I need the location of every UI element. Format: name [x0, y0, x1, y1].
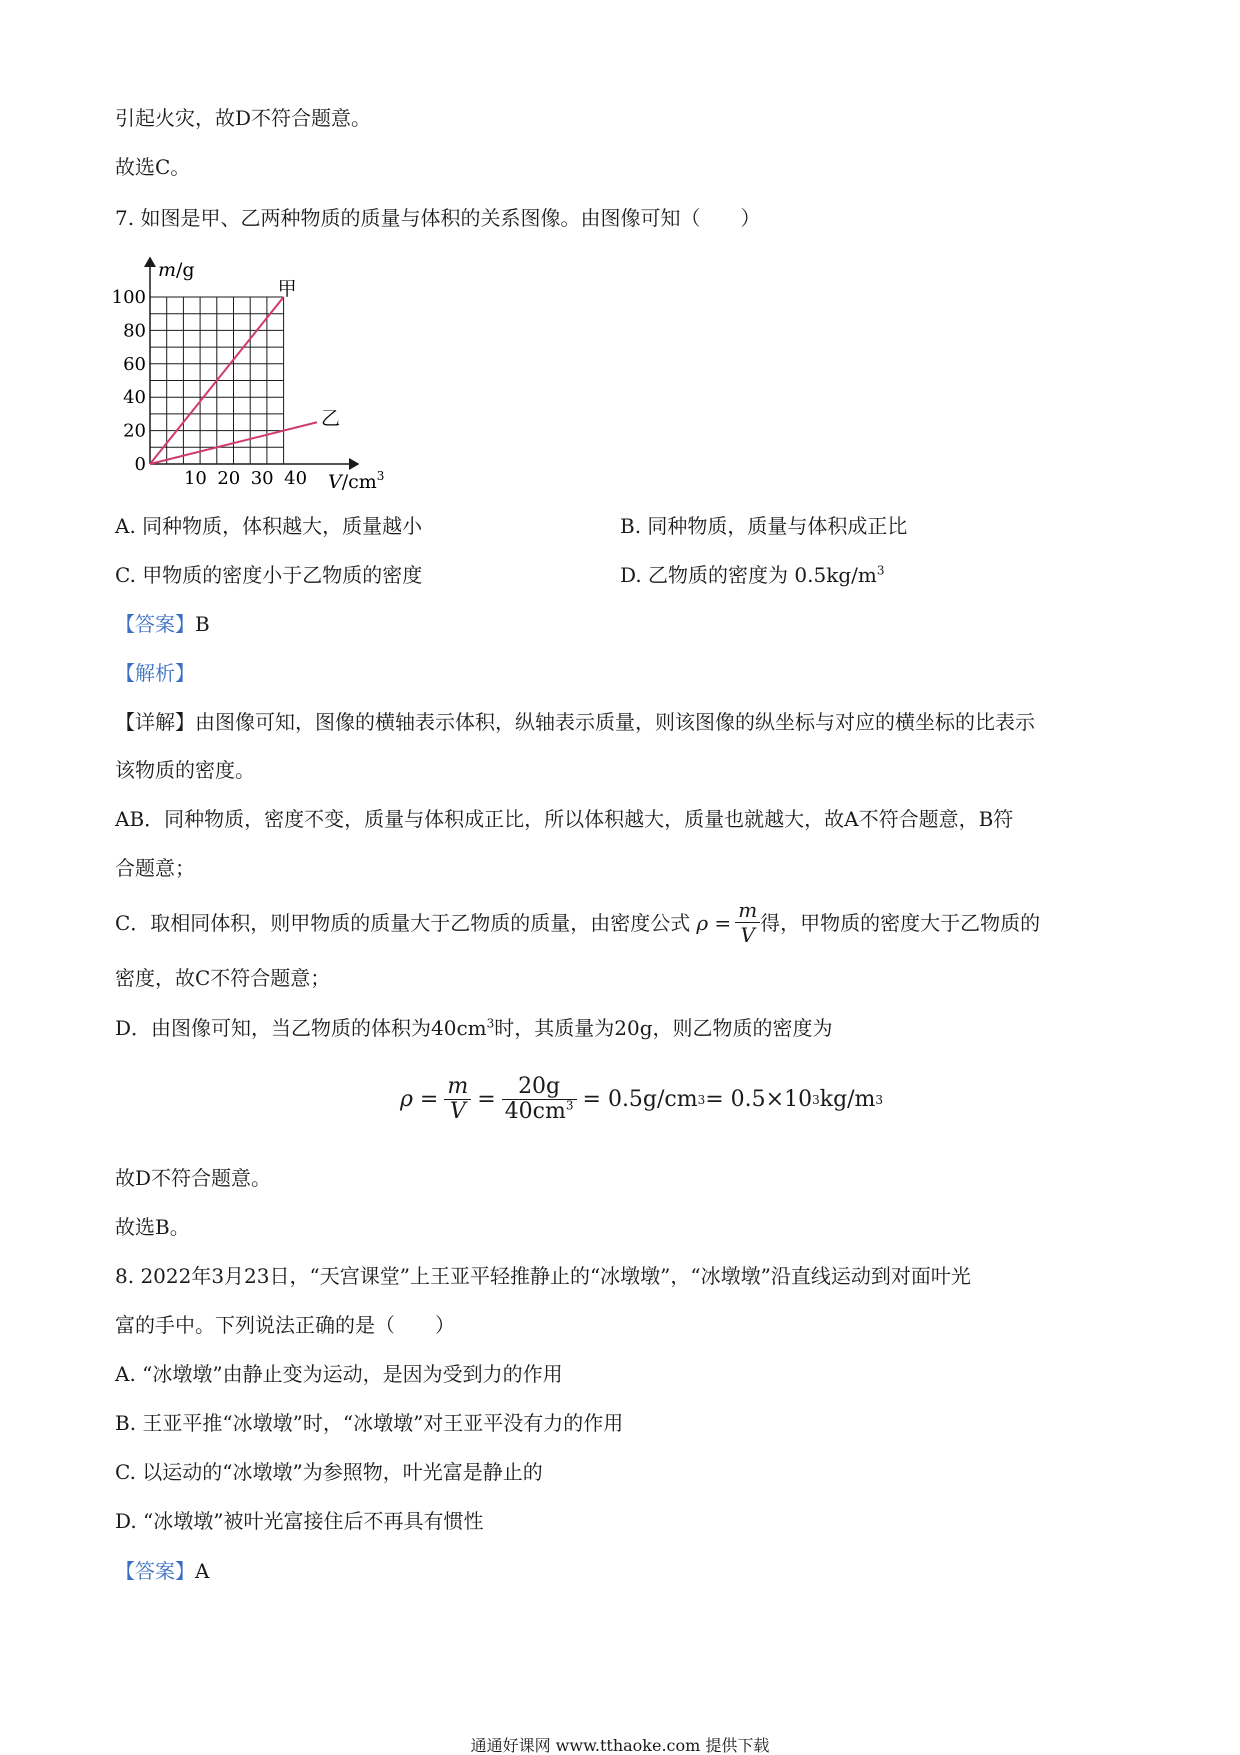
option-7d: D. 乙物质的密度为 $0.5kg/m^3$	[620, 563, 885, 587]
detail-line: AB．同种物质，密度不变，质量与体积成正比，所以体积越大，质量也就越大，故A不符合题意，B符	[115, 807, 1014, 831]
detail-line-c: C．取相同体积，则甲物质的质量大于乙物质的质量，由密度公式 ρ = $\frac{m}{V}$ 得，甲物质的密度大于乙物质的	[115, 898, 1041, 947]
detail-line: 该物质的密度。	[115, 758, 255, 782]
question-7-stem: 7. 如图是甲、乙两种物质的质量与体积的关系图像。由图像可知（ ）	[115, 206, 761, 230]
x-axis-label: $V/cm^3$	[328, 469, 385, 493]
density-formula: ρ = $\frac{m}{V}$ = $\frac{20g}{40cm^3}$ = 0.5g/cm 3 = 0.5×10 3 kg/m 3	[400, 1074, 884, 1124]
answer-7: 【答案】B	[115, 612, 210, 636]
option-8b: B. 王亚平推“冰墩墩”时，“冰墩墩”对王亚平没有力的作用	[115, 1411, 624, 1435]
series-label: 乙	[321, 407, 341, 430]
y-tick-label: 0	[134, 454, 146, 475]
option-7b: B. 同种物质，质量与体积成正比	[620, 514, 908, 538]
text-line: 引起火灾，故D不符合题意。	[115, 106, 372, 130]
text-line: 故选C。	[115, 155, 191, 179]
detail-line: 【详解】由图像可知，图像的横轴表示体积，纵轴表示质量，则该图像的纵坐标与对应的横坐标的比表示	[115, 710, 1035, 734]
detail-line: 合题意；	[115, 856, 195, 880]
x-tick-label: 40	[284, 468, 308, 489]
series-label: 甲	[277, 278, 297, 300]
analysis-tag: 【解析】	[115, 661, 195, 685]
option-7a: A. 同种物质，体积越大，质量越小	[115, 514, 423, 538]
x-tick-label: 10	[183, 468, 207, 489]
option-8a: A. “冰墩墩”由静止变为运动，是因为受到力的作用	[115, 1362, 563, 1386]
y-tick-label: 100	[111, 287, 146, 308]
y-tick-label: 80	[123, 320, 146, 342]
option-8d: D. “冰墩墩”被叶光富接住后不再具有惯性	[115, 1509, 484, 1533]
y-axis-label: m/g	[158, 259, 195, 281]
question-8-stem: 8. 2022年3月23日，“天宫课堂”上王亚平轻推静止的“冰墩墩”，“冰墩墩”沿直线运动到对面叶光	[115, 1264, 971, 1288]
detail-line: 密度，故C不符合题意；	[115, 966, 331, 990]
question-8-stem: 富的手中。下列说法正确的是（ ）	[115, 1313, 455, 1337]
option-7c: C. 甲物质的密度小于乙物质的密度	[115, 563, 423, 587]
x-tick-label: 30	[250, 468, 274, 489]
option-8c: C. 以运动的“冰墩墩”为参照物，叶光富是静止的	[115, 1460, 543, 1484]
y-tick-label: 40	[123, 387, 146, 409]
answer-8: 【答案】A	[115, 1559, 210, 1583]
footer: 通通好课网 www.tthaoke.com 提供下载	[470, 1736, 770, 1755]
y-tick-label: 60	[123, 353, 146, 375]
detail-line: 故D不符合题意。	[115, 1166, 272, 1190]
y-tick-label: 20	[123, 420, 146, 442]
x-tick-label: 20	[217, 468, 241, 489]
mass-volume-graph	[100, 252, 390, 494]
detail-line: 故选B。	[115, 1215, 190, 1239]
detail-line-d: D．由图像可知，当乙物质的体积为$40cm^3$时，其质量为20g，则乙物质的密度为	[115, 1016, 833, 1040]
